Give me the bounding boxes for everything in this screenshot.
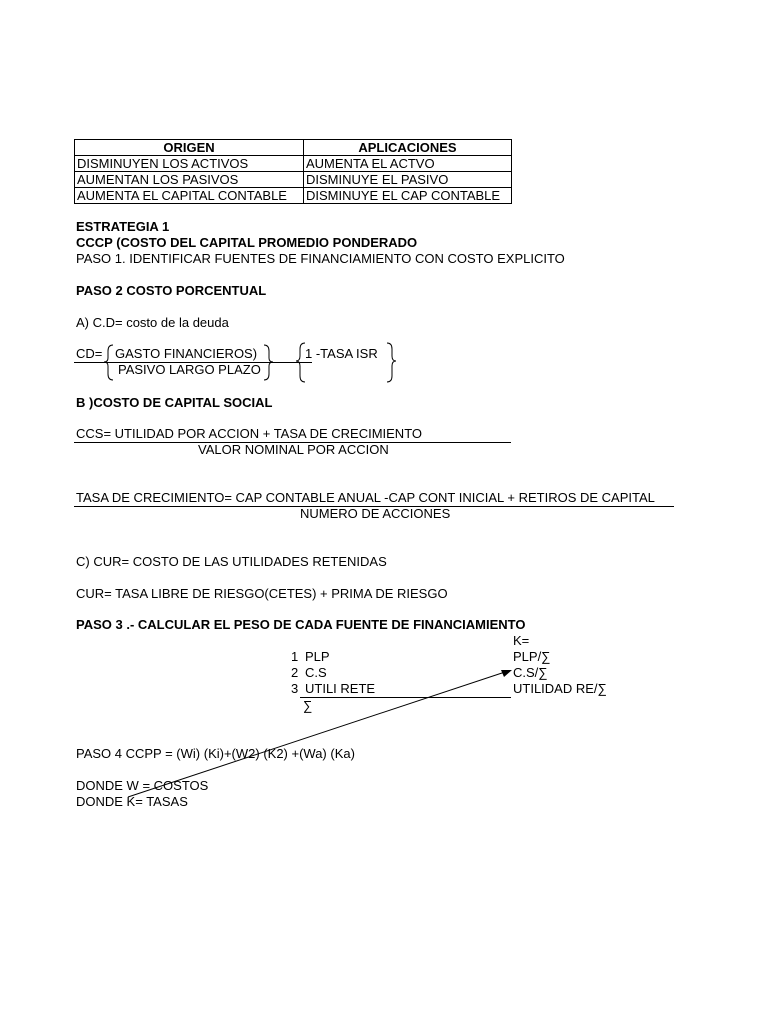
tasa-denominator: NUMERO DE ACCIONES (300, 506, 451, 521)
strategy-title: ESTRATEGIA 1 (76, 219, 170, 234)
left-brace-close (264, 345, 273, 380)
paso3-heading: PASO 3 .- CALCULAR EL PESO DE CADA FUENTE DE FINANCIAMIENTO (76, 617, 526, 632)
left-brace-open (104, 345, 113, 380)
paso2-heading: PASO 2 COSTO PORCENTUAL (76, 283, 267, 298)
donde-k: DONDE K= TASAS (76, 794, 188, 809)
tax-brace-open (296, 343, 305, 382)
table-cell: DISMINUYE EL PASIVO (304, 172, 512, 188)
arrow-line (128, 671, 508, 797)
cd-prefix: CD= (76, 346, 103, 361)
table-header-aplicaciones: APLICACIONES (304, 140, 512, 156)
table-cell: AUMENTA EL ACTVO (304, 156, 512, 172)
ccs-denominator: VALOR NOMINAL POR ACCION (198, 442, 389, 457)
cd-factor: 1 -TASA ISR (305, 346, 378, 361)
paso1-text: PASO 1. IDENTIFICAR FUENTES DE FINANCIAMIENTO CON COSTO EXPLICITO (76, 251, 565, 266)
source-k: C.S/∑ (513, 665, 548, 680)
cd-numerator: GASTO FINANCIEROS) (115, 346, 258, 361)
source-number: 2 (291, 665, 299, 680)
strategy-subtitle: CCCP (COSTO DEL CAPITAL PROMEDIO PONDERADO (76, 235, 418, 250)
source-number: 3 (291, 681, 299, 696)
k-header: K= (513, 633, 530, 648)
arrow-head (501, 670, 512, 677)
table-cell: AUMENTAN LOS PASIVOS (75, 172, 304, 188)
table-cell: AUMENTA EL CAPITAL CONTABLE (75, 188, 304, 204)
source-name: PLP (305, 649, 330, 664)
cd-denominator: PASIVO LARGO PLAZO (118, 362, 261, 377)
sum-symbol: ∑ (303, 698, 313, 713)
paso4-formula: PASO 4 CCPP = (Wi) (Ki)+(W2) (K2) +(Wa) (Ka) (76, 746, 355, 761)
source-k: UTILIDAD RE/∑ (513, 681, 607, 696)
cd-label: A) C.D= costo de la deuda (76, 315, 229, 330)
donde-w: DONDE W = COSTOS (76, 778, 209, 793)
table-header-origen: ORIGEN (75, 140, 304, 156)
tasa-numerator: TASA DE CRECIMIENTO= CAP CONTABLE ANUAL -CAP CONT INICIAL + RETIROS DE CAPITAL (76, 490, 655, 505)
source-name: C.S (305, 665, 327, 680)
ccs-numerator: CCS= UTILIDAD POR ACCION + TASA DE CRECIMIENTO (76, 426, 423, 441)
cur-formula: CUR= TASA LIBRE DE RIESGO(CETES) + PRIMA DE RIESGO (76, 586, 448, 601)
source-name: UTILI RETE (305, 681, 376, 696)
tax-brace-close (387, 343, 396, 382)
source-k: PLP/∑ (513, 649, 551, 664)
cur-label: C) CUR= COSTO DE LAS UTILIDADES RETENIDAS (76, 554, 387, 569)
ccs-heading: B )COSTO DE CAPITAL SOCIAL (76, 395, 273, 410)
source-number: 1 (291, 649, 299, 664)
table-cell: DISMINUYEN LOS ACTIVOS (75, 156, 304, 172)
table-cell: DISMINUYE EL CAP CONTABLE (304, 188, 512, 204)
